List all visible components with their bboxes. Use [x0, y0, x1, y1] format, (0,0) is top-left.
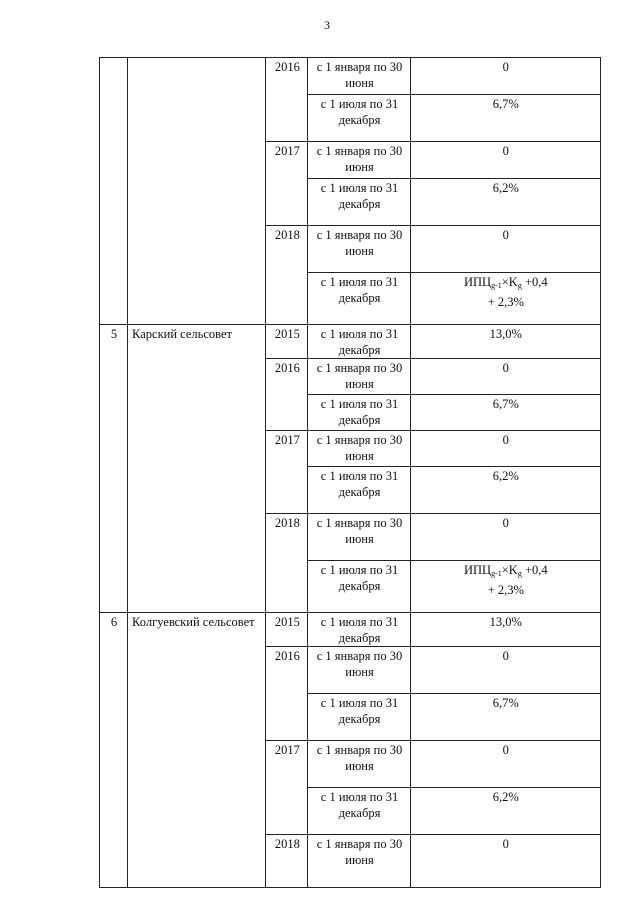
period-cell: с 1 января по 30 июня — [308, 514, 410, 561]
period-cell: с 1 января по 30 июня — [308, 58, 410, 95]
year-cell: 2015 — [266, 325, 308, 359]
formula-line2: + 2,3% — [487, 583, 524, 597]
period-cell: с 1 июля по 31 декабря — [308, 694, 410, 741]
period-cell: с 1 июля по 31 декабря — [308, 561, 410, 613]
value-cell: 0 — [410, 514, 600, 561]
value-cell: 0 — [410, 431, 600, 467]
municipality-name: Колгуевский сельсовет — [128, 613, 266, 888]
period-cell: с 1 января по 30 июня — [308, 431, 410, 467]
value-cell: 6,7% — [410, 694, 600, 741]
index-formula — [464, 563, 548, 597]
value-cell — [410, 273, 600, 325]
formula-part: ×K — [501, 275, 518, 289]
value-cell: 0 — [410, 359, 600, 395]
value-cell — [410, 561, 600, 613]
year-cell: 2018 — [266, 226, 308, 325]
period-cell: с 1 января по 30 июня — [308, 142, 410, 179]
period-cell: с 1 июля по 31 декабря — [308, 395, 410, 431]
year-cell: 2018 — [266, 514, 308, 613]
formula-part: +0,4 — [521, 275, 548, 289]
value-cell: 0 — [410, 226, 600, 273]
formula-part: ИПЦ — [463, 275, 492, 289]
period-cell: с 1 июля по 31 декабря — [308, 467, 410, 514]
value-cell: 0 — [410, 835, 600, 888]
year-cell: 2018 — [266, 835, 308, 888]
value-cell: 6,7% — [410, 95, 600, 142]
table-row — [100, 325, 601, 359]
year-cell: 2016 — [266, 647, 308, 741]
formula-part: g-1 — [491, 569, 502, 578]
value-cell: 6,2% — [410, 467, 600, 514]
row-number: 5 — [100, 325, 128, 613]
year-cell: 2015 — [266, 613, 308, 647]
year-cell: 2017 — [266, 741, 308, 835]
period-cell: с 1 июля по 31 декабря — [308, 95, 410, 142]
year-cell: 2017 — [266, 431, 308, 514]
table-row — [100, 58, 601, 95]
period-cell: с 1 января по 30 июня — [308, 835, 410, 888]
period-cell: с 1 июля по 31 декабря — [308, 788, 410, 835]
period-cell: с 1 июля по 31 декабря — [308, 613, 410, 647]
formula-part: ИПЦ — [463, 563, 492, 577]
period-cell: с 1 января по 30 июня — [308, 226, 410, 273]
value-cell: 0 — [410, 58, 600, 95]
formula-part: +0,4 — [521, 563, 548, 577]
period-cell: с 1 июля по 31 декабря — [308, 325, 410, 359]
row-number: 6 — [100, 613, 128, 888]
year-cell: 2016 — [266, 359, 308, 431]
municipality-name — [128, 58, 266, 325]
period-cell: с 1 января по 30 июня — [308, 741, 410, 788]
value-cell: 6,2% — [410, 179, 600, 226]
formula-part: g-1 — [491, 281, 502, 290]
year-cell: 2017 — [266, 142, 308, 226]
table-row — [100, 613, 601, 647]
formula-line2: + 2,3% — [487, 295, 524, 309]
value-cell: 0 — [410, 142, 600, 179]
municipality-name: Карский сельсовет — [128, 325, 266, 613]
page-number: 3 — [324, 18, 330, 32]
year-cell: 2016 — [266, 58, 308, 142]
period-cell: с 1 января по 30 июня — [308, 359, 410, 395]
tariff-table — [99, 57, 601, 888]
value-cell: 0 — [410, 741, 600, 788]
value-cell: 6,7% — [410, 395, 600, 431]
period-cell: с 1 июля по 31 декабря — [308, 179, 410, 226]
period-cell: с 1 января по 30 июня — [308, 647, 410, 694]
formula-part: g — [517, 281, 522, 290]
value-cell: 13,0% — [410, 613, 600, 647]
formula-part: g — [517, 569, 522, 578]
value-cell: 6,2% — [410, 788, 600, 835]
row-number — [100, 58, 128, 325]
value-cell: 13,0% — [410, 325, 600, 359]
value-cell: 0 — [410, 647, 600, 694]
period-cell: с 1 июля по 31 декабря — [308, 273, 410, 325]
index-formula — [464, 275, 548, 309]
formula-part: ×K — [501, 563, 518, 577]
